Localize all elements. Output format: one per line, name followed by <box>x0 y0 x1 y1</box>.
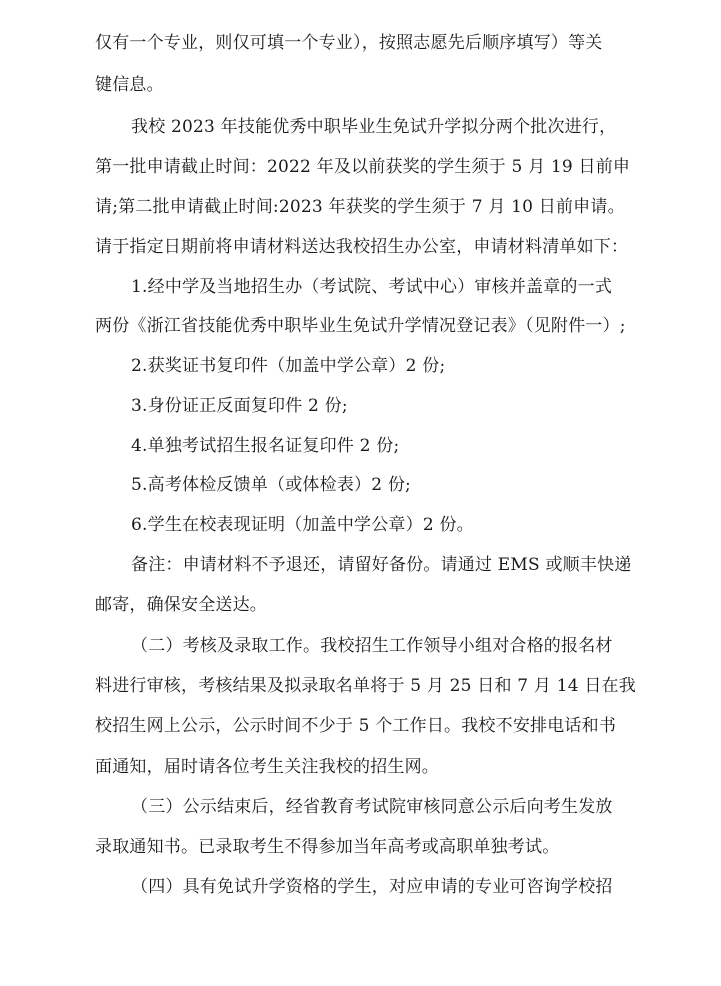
text-line: 1.经中学及当地招生办（考试院、考试中心）审核并盖章的一式 <box>131 277 613 297</box>
text-line: 我校 2023 年技能优秀中职毕业生免试升学拟分两个批次进行， <box>131 117 617 137</box>
text-line: 4.单独考试招生报名证复印件 2 份; <box>131 436 400 456</box>
text-line: （四）具有免试升学资格的学生，对应申请的专业可咨询学校招 <box>131 877 613 897</box>
text-line: 2.获奖证书复印件（加盖中学公章）2 份; <box>131 356 446 376</box>
text-line: 料进行审核，考核结果及拟录取名单将于 5 月 25 日和 7 月 14 日在我 <box>95 676 636 696</box>
text-line: 仅有一个专业，则仅可填一个专业），按照志愿先后顺序填写）等关 <box>95 33 603 53</box>
text-line: 请;第二批申请截止时间:2023 年获奖的学生须于 7 月 10 日前申请。 <box>95 197 625 217</box>
text-line: 6.学生在校表现证明（加盖中学公章）2 份。 <box>131 515 474 535</box>
text-line: 键信息。 <box>95 75 164 95</box>
text-line: 5.高考体检反馈单（或体检表）2 份; <box>131 475 411 495</box>
text-line: 请于指定日期前将申请材料送达我校招生办公室，申请材料清单如下： <box>95 237 629 257</box>
text-line: 校招生网上公示，公示时间不少于 5 个工作日。我校不安排电话和书 <box>95 716 617 736</box>
text-line: 3.身份证正反面复印件 2 份; <box>131 396 348 416</box>
text-line: 录取通知书。已录取考生不得参加当年高考或高职单独考试。 <box>95 837 560 857</box>
text-line: （二）考核及录取工作。我校招生工作领导小组对合格的报名材 <box>131 636 613 656</box>
text-line: 第一批申请截止时间：2022 年及以前获奖的学生须于 5 月 19 日前申 <box>95 157 631 177</box>
text-line: 备注：申请材料不予退还，请留好备份。请通过 EMS 或顺丰快递 <box>131 555 632 575</box>
text-line: （三）公示结束后，经省教育考试院审核同意公示后向考生发放 <box>131 797 613 817</box>
text-line: 面通知，届时请各位考生关注我校的招生网。 <box>95 757 439 777</box>
text-line: 邮寄，确保安全送达。 <box>95 595 267 615</box>
text-line: 两份《浙江省技能优秀中职毕业生免试升学情况登记表》（见附件一）; <box>95 316 626 336</box>
